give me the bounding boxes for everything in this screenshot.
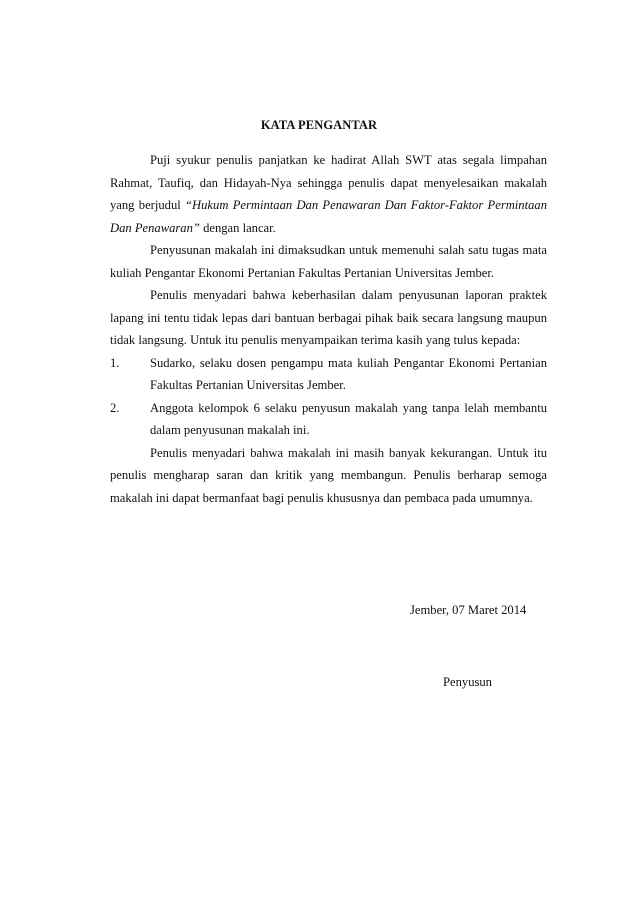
signer-label: Penyusun <box>443 675 492 689</box>
list-text: Anggota kelompok 6 selaku penyusun makalah yang tanpa lelah membantu dalam penyusunan makalah ini. <box>150 400 547 437</box>
acknowledgement-list <box>110 352 547 442</box>
list-item <box>110 397 547 442</box>
list-text: Sudarko, selaku dosen pengampu mata kuliah Pengantar Ekonomi Pertanian Fakultas Pertanian Universitas Jember. <box>150 355 547 392</box>
page-title: KATA PENGANTAR <box>260 118 378 132</box>
paragraph-thanks: Penulis menyadari bahwa keberhasilan dalam penyusunan laporan praktek lapang ini tentu tidak lepas dari bantuan berbagai pihak baik secara langsung maupun tidak langsung. Untuk itu penulis menyampaikan terima kasih yang tulus kepada: <box>110 288 547 347</box>
list-number: 2. <box>110 400 120 415</box>
list-item <box>110 352 547 397</box>
paragraph-purpose: Penyusunan makalah ini dimaksudkan untuk memenuhi salah satu tugas mata kuliah Pengantar Ekonomi Pertanian Fakultas Pertanian Universitas Jember. <box>110 243 547 280</box>
paper-title-italic: “Hukum Permintaan Dan Penawaran Dan Faktor-Faktor Permintaan Dan Penawaran” <box>110 198 547 235</box>
intro-text: Puji syukur penulis panjatkan ke hadirat Allah SWT atas segala limpahan Rahmat, Taufiq, dan Hidayah-Nya sehingga penulis dapat menyelesaikan makalah yang berjudul <box>110 153 547 212</box>
list-number: 1. <box>110 355 120 370</box>
paragraph-intro <box>110 149 547 239</box>
place-date: Jember, 07 Maret 2014 <box>410 603 527 617</box>
document-body <box>110 149 547 509</box>
intro-text-end: dengan lancar. <box>199 220 276 235</box>
paragraph-closing: Penulis menyadari bahwa makalah ini masih banyak kekurangan. Untuk itu penulis mengharap saran dan kritik yang membangun. Penulis berharap semoga makalah ini dapat bermanfaat bagi penulis khususnya dan pembaca pada umumnya. <box>110 445 547 505</box>
